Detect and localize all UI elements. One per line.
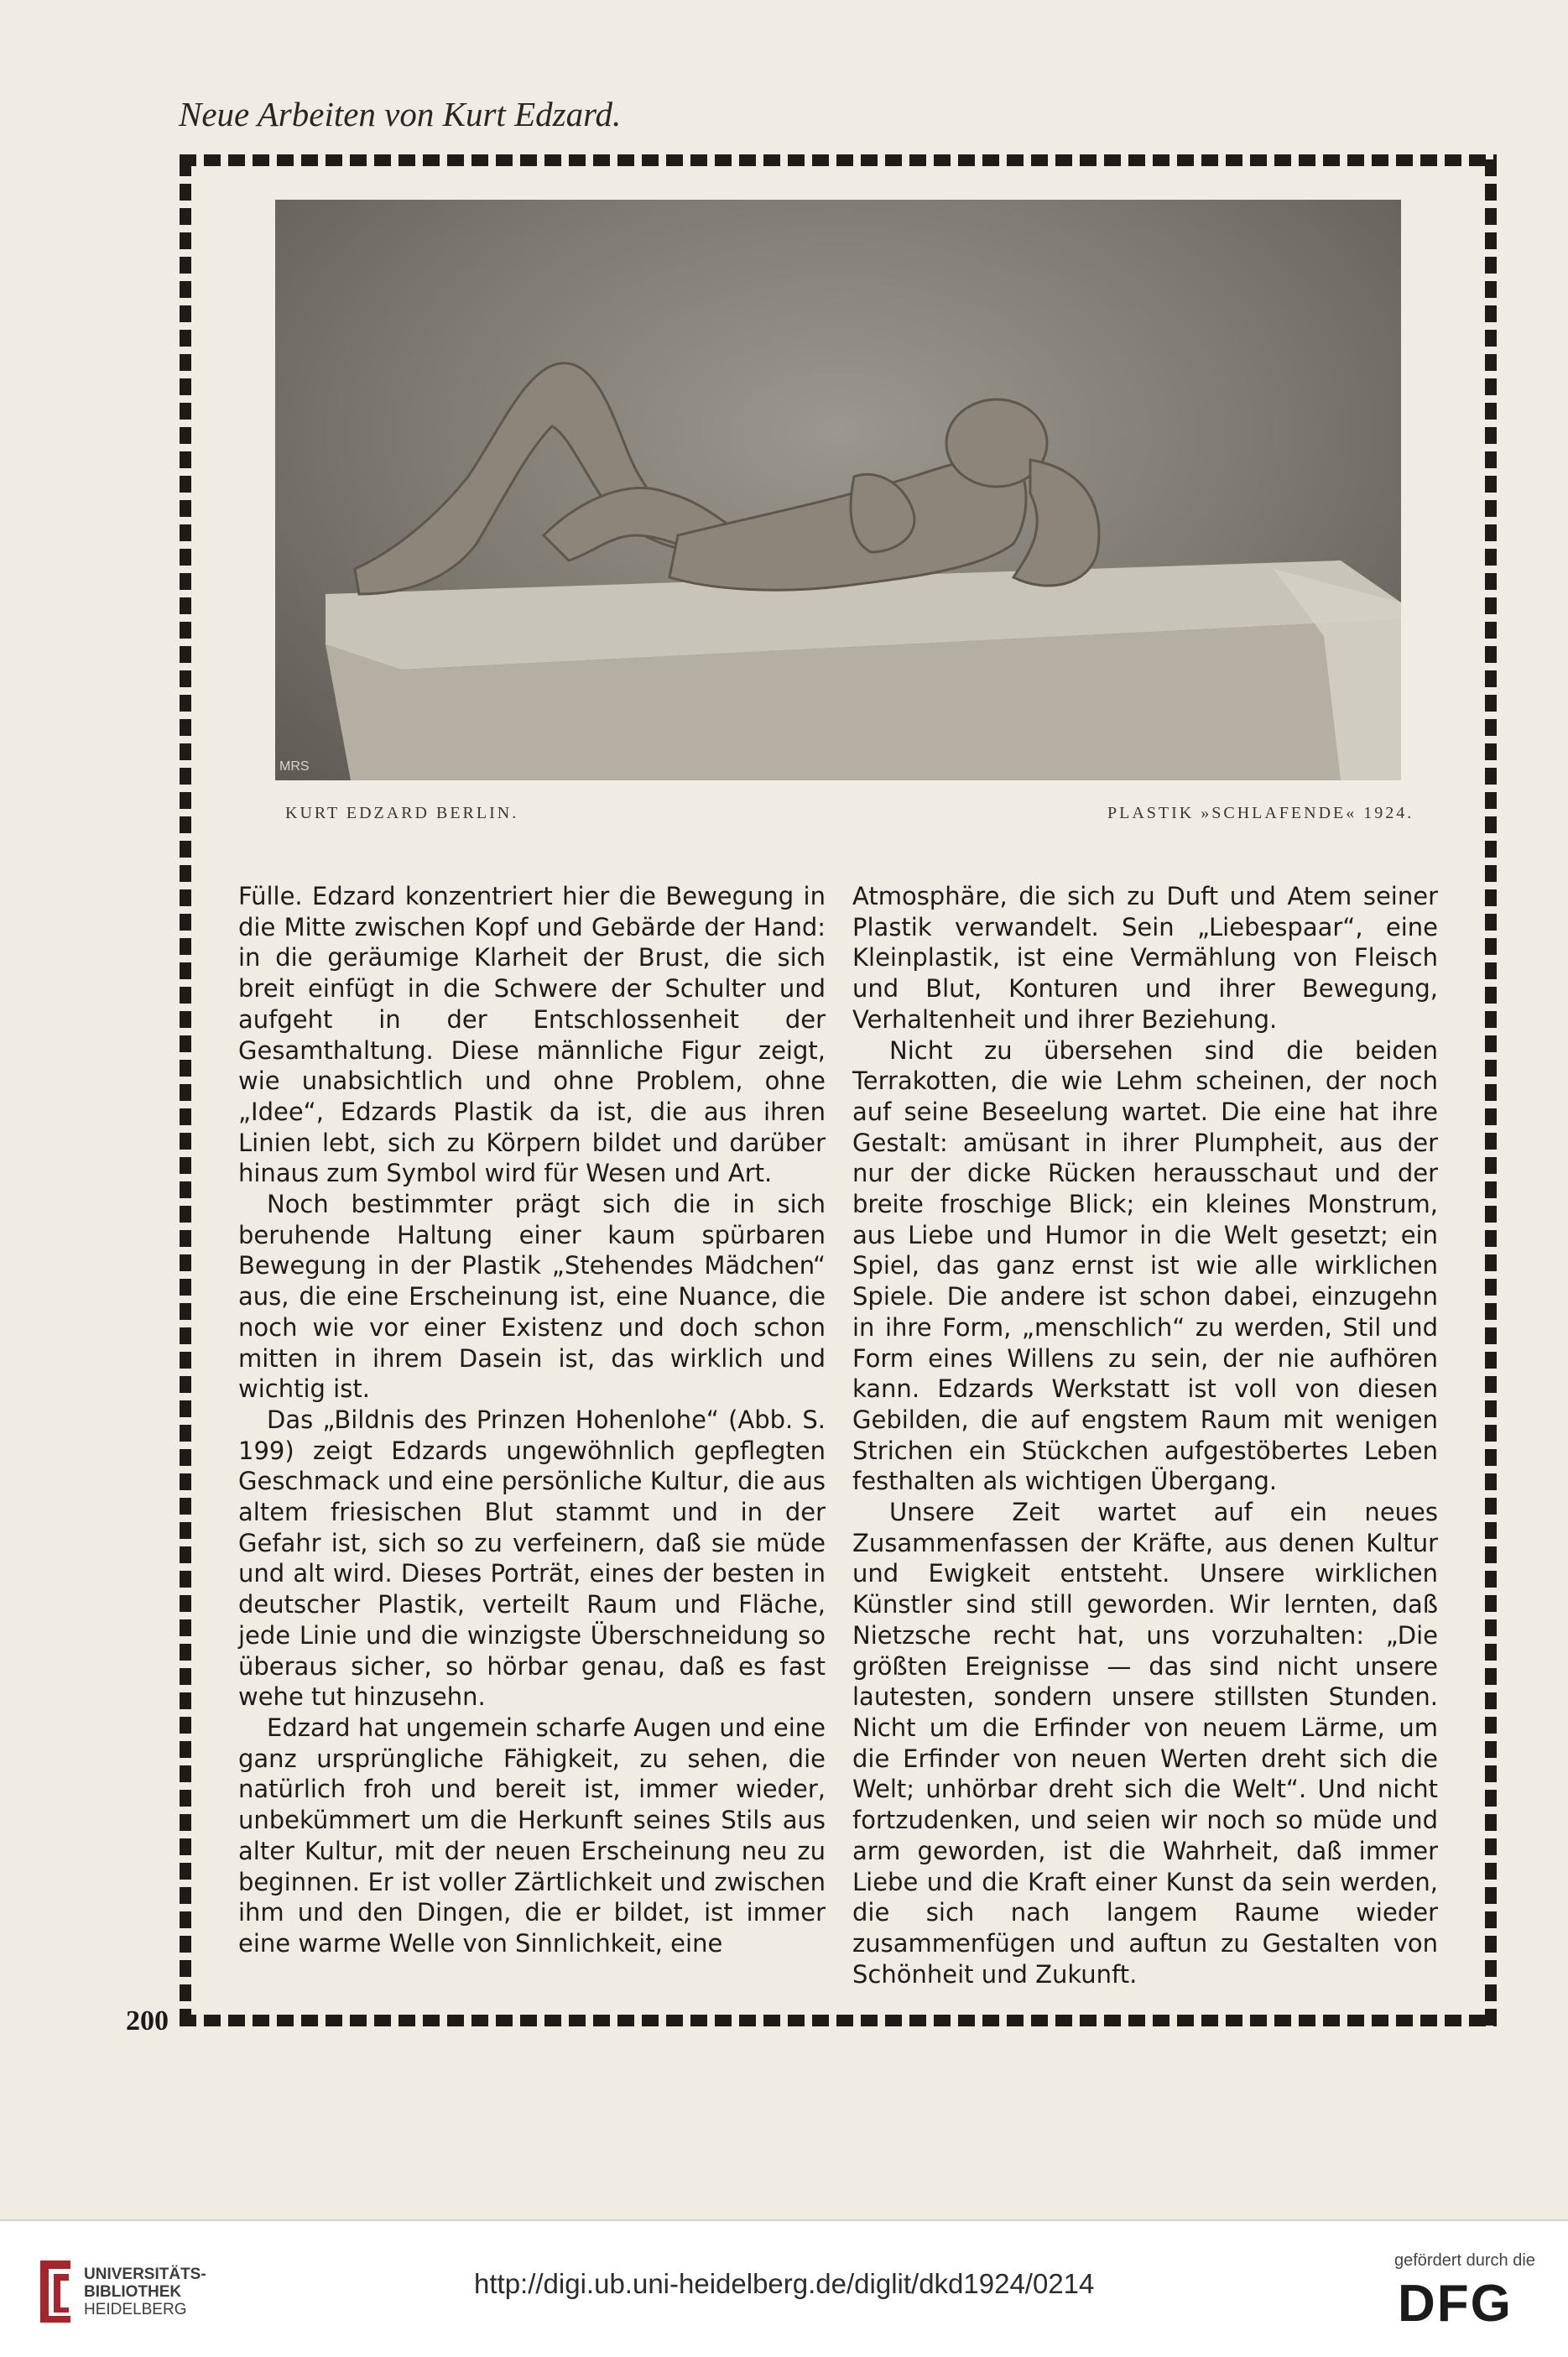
library-logo-icon: [35, 2257, 76, 2329]
frame-left: [180, 159, 191, 2026]
frame-bottom: [180, 2015, 1497, 2026]
paragraph: Atmosphäre, die sich zu Duft und Atem seiner Plastik verwandelt. Sein „Liebespaar“, eine Kleinplastik, ist eine Vermählung von Fleisch und Blut, Konturen und ihrer Bewegung, Verhaltenheit und ihrer Beziehung.: [852, 882, 1438, 1034]
paragraph: Nicht zu übersehen sind die beiden Terrakotten, die wie Lehm scheinen, der noch auf seine Beseelung wartet. Die eine hat ihre Gestalt: amüsant in ihrer Plumpheit, aus der nur der dicke Rücken herausschaut und der breite froschige Blick; ein kleines Monstrum, aus Liebe und Humor in die Welt gesetzt; ein Spiel, das ganz ernst ist wie alle wirklichen Spiele. Die andere ist schon dabei, einzugehn in ihre Form, „menschlich“ zu werden, Stil und Form eines Willens zu sein, der nie aufhören kann. Edzards Werkstatt ist voll von diesen Gebilden, die auf engstem Raum mit wenigen Strichen ein Stückchen aufgestöbertes Leben festhalten als wichtigen Übergang.: [852, 1035, 1438, 1496]
paragraph: Noch bestimmter prägt sich die in sich beruhende Haltung einer kaum spürbaren Bewegung in der Plastik „Stehendes Mädchen“ aus, die eine Erscheinung ist, eine Nuance, die noch wie vor einer Existenz und doch schon mitten in ihrem Dasein ist, das wirklich und wichtig ist.: [238, 1190, 826, 1404]
frame-right: [1485, 159, 1497, 2026]
paragraph: Edzard hat ungemein scharfe Augen und eine ganz ursprüngliche Fähigkeit, zu sehen, die natürlich froh und bereit ist, immer wieder, unbekümmert um die Herkunft seines Stils aus alter Kultur, mit der neuen Erscheinung neu zu beginnen. Er ist voller Zärtlichkeit und zwischen ihm und den Dingen, die er bildet, ist immer eine warme Welle von Sinnlichkeit, eine: [238, 1713, 826, 1958]
paragraph: Fülle. Edzard konzentriert hier die Bewegung in die Mitte zwischen Kopf und Gebärde der Hand: in die geräumige Klarheit der Brust, die sich breit einfügt in die Schwere der Schulter und aufgeht in der Entschlossenheit der Gesamthaltung. Diese männliche Figur zeigt, wie unabsichtlich und ohne Problem, ohne „Idee“, Edzards Plastik da ist, die aus ihren Linien lebt, sich zu Körpern bildet und darüber hinaus zum Symbol wird für Wesen und Art.: [238, 882, 826, 1188]
page-number: 200: [126, 2005, 169, 2036]
frame-top: [180, 154, 1497, 166]
funding-note: gefördert durch die: [1394, 2251, 1535, 2270]
photographer-monogram: MRS: [279, 759, 310, 774]
dfg-logo: DFG: [1398, 2275, 1513, 2333]
caption-artist: KURT EDZARD BERLIN.: [285, 804, 519, 822]
left-column: [238, 881, 826, 1959]
right-column: [852, 881, 1438, 1989]
running-head: Neue Arbeiten von Kurt Edzard.: [179, 95, 622, 133]
sculpture-illustration: [275, 200, 1401, 780]
caption-title: PLASTIK »SCHLAFENDE« 1924.: [1107, 804, 1414, 822]
library-name-line: HEIDELBERG: [84, 2301, 187, 2318]
library-name: [84, 2266, 206, 2318]
paragraph: Unsere Zeit wartet auf ein neues Zusammenfassen der Kräfte, aus denen Kultur und Ewigkeit entsteht. Unsere wirklichen Künstler sind still geworden. Wir lernten, daß Nietzsche recht hat, uns vorzuhalten: „Die größten Ereignisse — das sind nicht unsere lautesten, sondern unsere stillsten Stunden. Nicht um die Erfinder von neuem Lärme, um die Erfinder von neuen Werten dreht sich die Welt; unhörbar dreht sich die Welt“. Und nicht fortzudenken, und seien wir noch so müde und arm geworden, ist die Wahrheit, daß immer Liebe und die Kraft einer Kunst da sein werden, die sich nach langem Raume wieder zusammenfügen und auftun zu Gestalten von Schönheit und Zukunft.: [852, 1498, 1438, 1989]
library-name-line: BIBLIOTHEK: [84, 2283, 182, 2301]
reclining-figure: [355, 363, 1099, 594]
paragraph: Das „Bildnis des Prinzen Hohenlohe“ (Abb. S. 199) zeigt Edzards ungewöhnlich gepflegten Geschmack und eine persönliche Kultur, die aus altem friesischen Blut stammt und in der Gefahr ist, sich so zu verfeinern, daß sie müde und alt wird. Dieses Porträt, eines der besten in deutscher Plastik, verteilt Raum und Fläche, jede Linie und die winzigste Überschneidung so überaus sicher, so hörbar genau, daß es fast wehe tut hinzusehn.: [238, 1405, 826, 1712]
sculpture-photograph: [275, 200, 1401, 780]
library-name-line: UNIVERSITÄTS-: [84, 2266, 206, 2283]
source-url[interactable]: http://digi.ub.uni-heidelberg.de/diglit/dkd1924/0214: [474, 2268, 1095, 2299]
